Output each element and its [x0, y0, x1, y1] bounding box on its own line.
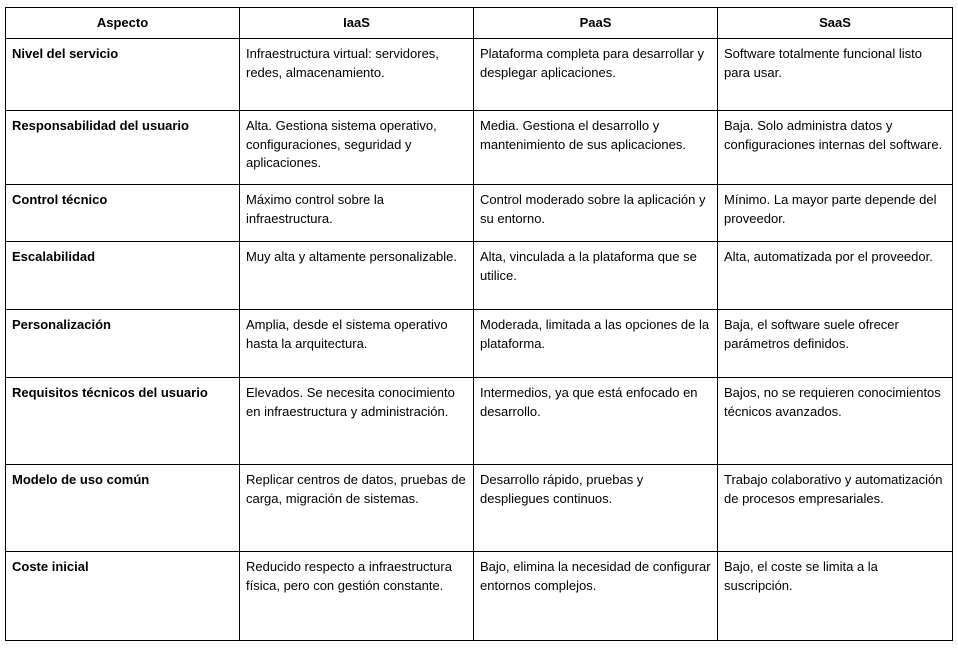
aspect-cell: Modelo de uso común: [6, 465, 240, 552]
aspect-cell: Escalabilidad: [6, 242, 240, 310]
paas-cell: Control moderado sobre la aplicación y su entorno.: [474, 185, 718, 242]
table-row: [6, 185, 953, 242]
table-row: [6, 111, 953, 185]
saas-cell: Software totalmente funcional listo para usar.: [718, 39, 953, 111]
header-aspecto: Aspecto: [6, 8, 240, 39]
paas-cell: Media. Gestiona el desarrollo y mantenimiento de sus aplicaciones.: [474, 111, 718, 185]
aspect-cell: Requisitos técnicos del usuario: [6, 378, 240, 465]
iaas-cell: Máximo control sobre la infraestructura.: [240, 185, 474, 242]
iaas-cell: Replicar centros de datos, pruebas de carga, migración de sistemas.: [240, 465, 474, 552]
paas-cell: Intermedios, ya que está enfocado en desarrollo.: [474, 378, 718, 465]
iaas-cell: Alta. Gestiona sistema operativo, configuraciones, seguridad y aplicaciones.: [240, 111, 474, 185]
saas-cell: Baja. Solo administra datos y configuraciones internas del software.: [718, 111, 953, 185]
table-header: [6, 8, 953, 39]
paas-cell: Moderada, limitada a las opciones de la plataforma.: [474, 310, 718, 378]
saas-cell: Bajos, no se requieren conocimientos técnicos avanzados.: [718, 378, 953, 465]
header-paas: PaaS: [474, 8, 718, 39]
aspect-cell: Coste inicial: [6, 552, 240, 641]
paas-cell: Alta, vinculada a la plataforma que se utilice.: [474, 242, 718, 310]
paas-cell: Desarrollo rápido, pruebas y despliegues continuos.: [474, 465, 718, 552]
header-row: [6, 8, 953, 39]
paas-cell: Plataforma completa para desarrollar y desplegar aplicaciones.: [474, 39, 718, 111]
iaas-cell: Reducido respecto a infraestructura física, pero con gestión constante.: [240, 552, 474, 641]
table-row: [6, 310, 953, 378]
table-row: [6, 378, 953, 465]
aspect-cell: Nivel del servicio: [6, 39, 240, 111]
aspect-cell: Control técnico: [6, 185, 240, 242]
table-row: [6, 552, 953, 641]
table-body: [6, 39, 953, 641]
table-row: [6, 465, 953, 552]
paas-cell: Bajo, elimina la necesidad de configurar entornos complejos.: [474, 552, 718, 641]
table-row: [6, 242, 953, 310]
header-saas: SaaS: [718, 8, 953, 39]
aspect-cell: Responsabilidad del usuario: [6, 111, 240, 185]
iaas-cell: Elevados. Se necesita conocimiento en infraestructura y administración.: [240, 378, 474, 465]
saas-cell: Alta, automatizada por el proveedor.: [718, 242, 953, 310]
header-iaas: IaaS: [240, 8, 474, 39]
aspect-cell: Personalización: [6, 310, 240, 378]
saas-cell: Trabajo colaborativo y automatización de procesos empresariales.: [718, 465, 953, 552]
table-row: [6, 39, 953, 111]
comparison-table: [5, 7, 953, 641]
iaas-cell: Amplia, desde el sistema operativo hasta la arquitectura.: [240, 310, 474, 378]
saas-cell: Baja, el software suele ofrecer parámetros definidos.: [718, 310, 953, 378]
saas-cell: Mínimo. La mayor parte depende del proveedor.: [718, 185, 953, 242]
saas-cell: Bajo, el coste se limita a la suscripción.: [718, 552, 953, 641]
iaas-cell: Infraestructura virtual: servidores, redes, almacenamiento.: [240, 39, 474, 111]
iaas-cell: Muy alta y altamente personalizable.: [240, 242, 474, 310]
